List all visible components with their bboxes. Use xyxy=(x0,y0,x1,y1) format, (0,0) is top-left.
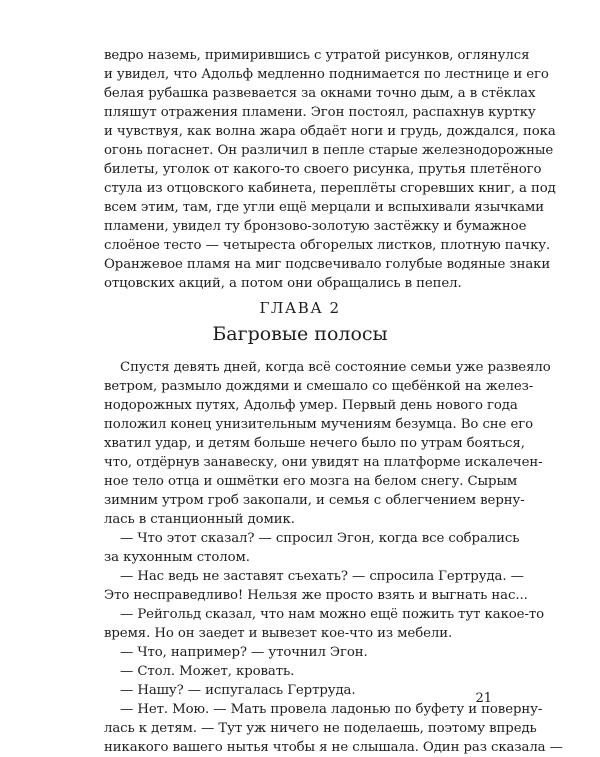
text-line: — Рейгольд сказал, что нам можно ещё пожить тут какое-то xyxy=(120,607,545,622)
text-line: нодорожных путях, Адольф умер. Первый день нового года xyxy=(104,398,518,413)
text-line: слоёное тесто — четыреста обгорелых листков, плотную пачку. xyxy=(104,238,551,253)
text-line: — Стол. Может, кровать. xyxy=(120,664,295,679)
text-line: лась в станционный домик. xyxy=(104,512,295,527)
text-line: белая рубашка развевается за окнами точно дым, а в стёклах xyxy=(104,86,536,101)
text-line: — Нас ведь не заставят съехать? — спросила Гертруда. — xyxy=(120,569,524,584)
text-line: хватил удар, и детям больше нечего было по утрам бояться, xyxy=(104,436,525,451)
text-line: — Нашу? — испугалась Гертруда. xyxy=(120,683,356,698)
text-line: — Что этот сказал? — спросил Эгон, когда все собрались xyxy=(120,531,520,546)
text-line: ное тело отца и ошмётки его мозга на белом снегу. Сырым xyxy=(104,474,518,489)
top-paragraph xyxy=(104,46,556,293)
text-line: Спустя девять дней, когда всё состояние семьи уже развеяло xyxy=(120,360,551,375)
text-line: пляшут отражения пламени. Эгон постоял, распахнув куртку xyxy=(104,105,536,120)
text-line: стула из отцовского кабинета, переплёты сгоревших книг, а под xyxy=(104,181,556,196)
chapter-title: Багровые полосы xyxy=(212,323,388,345)
text-line: — Нет. Мою. — Мать провела ладонью по буфету и поверну- xyxy=(120,702,543,717)
text-line: лась к детям. — Тут уж ничего не поделаешь, поэтому впредь xyxy=(104,721,537,736)
text-line: что, отдёрнув занавеску, они увидят на платформе искалечен- xyxy=(104,455,543,470)
text-line: положил конец унизительным мучениям безумца. Во сне его xyxy=(104,417,533,432)
text-line: никакого вашего нытья чтобы я не слышала. Один раз сказала — xyxy=(104,740,563,755)
text-line: время. Но он заедет и вывезет кое-что из мебели. xyxy=(104,626,453,641)
chapter-body xyxy=(104,358,563,757)
text-line: ведро наземь, примирившись с утратой рисунков, оглянулся xyxy=(104,48,530,63)
text-line: и увидел, что Адольф медленно поднимается по лестнице и его xyxy=(104,67,549,82)
text-line: всем этим, там, где угли ещё мерцали и вспыхивали язычками xyxy=(104,200,544,215)
text-line: ветром, размыло дождями и смешало со щебёнкой на желез- xyxy=(104,379,534,394)
text-line: отцовских акций, а потом они обращались в пепел. xyxy=(104,276,462,291)
text-line: зимним утром гроб закопали, и семья с облегчением верну- xyxy=(104,493,525,508)
text-line: пламени, увидел ту бронзово-золотую застёжку и бумажное xyxy=(104,219,527,234)
page-number: 21 xyxy=(475,691,492,706)
text-line: билеты, уголок от какого-то своего рисунка, прутья плетёного xyxy=(104,162,542,177)
text-line: за кухонным столом. xyxy=(104,550,250,565)
text-line: — Что, например? — уточнил Эгон. xyxy=(120,645,368,660)
text-line: Это несправедливо! Нельзя же просто взять и выгнать нас... xyxy=(104,588,528,603)
text-line: и чувствуя, как волна жара обдаёт ноги и грудь, дождался, пока xyxy=(104,124,556,139)
text-line: Оранжевое пламя на миг подсвечивало голубые водяные знаки xyxy=(104,257,551,272)
chapter-label: ГЛАВА 2 xyxy=(259,299,341,317)
text-line: огонь погаснет. Он различил в пепле старые железнодорожные xyxy=(104,143,554,158)
